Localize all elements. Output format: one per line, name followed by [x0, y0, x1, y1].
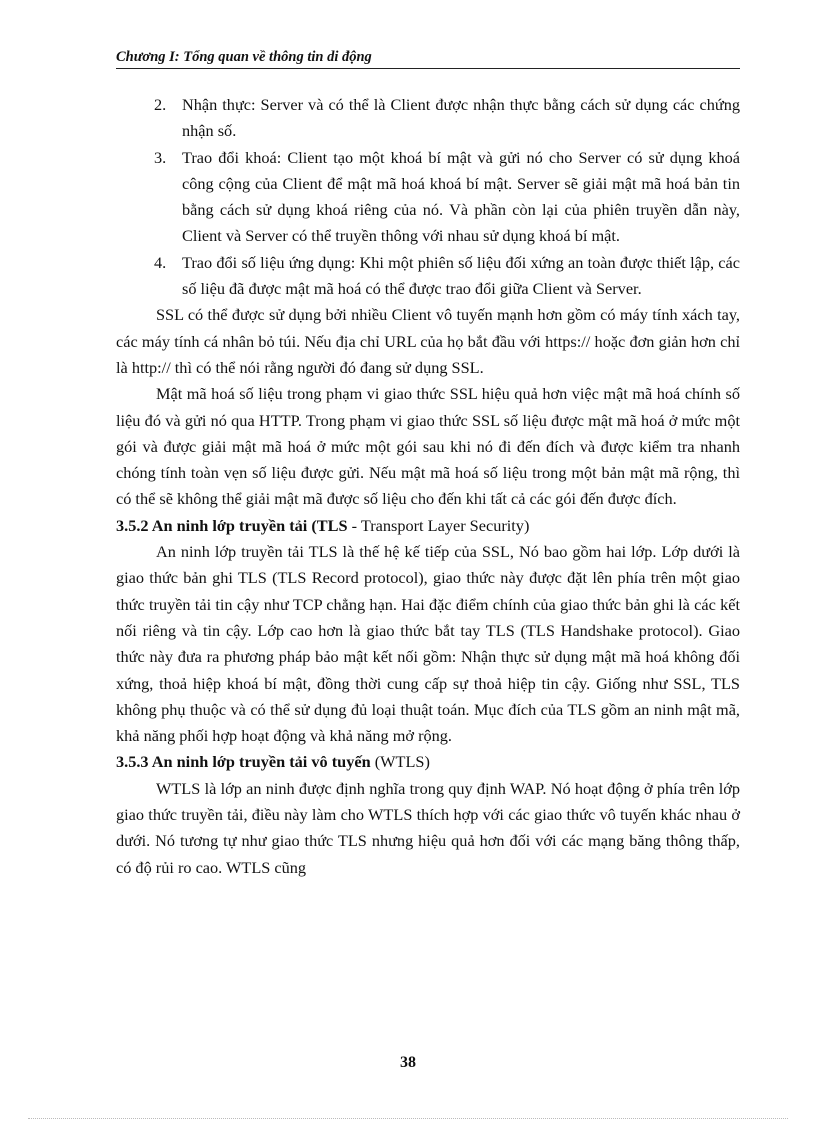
bottom-divider: [28, 1118, 788, 1119]
paragraph-tls: An ninh lớp truyền tải TLS là thế hệ kế tiếp của SSL, Nó bao gồm hai lớp. Lớp dưới là giao thức bản ghi TLS (TLS Record protocol), giao thức này được đặt lên phía trên một giao thức truyền tải tin cậy như TCP chẳng hạn. Hai đặc điểm chính của giao thức bản ghi là các kết nối riêng và tin cậy. Lớp cao hơn là giao thức bắt tay TLS (TLS Handshake protocol). Giao thức này đưa ra phương pháp bảo mật kết nối gồm: Nhận thực sử dụng mật mã hoá không đối xứng, thoả hiệp khoá bí mật, đồng thời cung cấp sự thoả hiệp tin cậy. Giống như SSL, TLS không phụ thuộc và có thể sử dụng đủ loại thuật toán. Mục đích của TLS gồm an ninh mật mã, khả năng phối hợp hoạt động và khả năng mở rộng.: [116, 542, 740, 746]
section-heading-rest: - Transport Layer Security): [347, 515, 530, 535]
list-item: [116, 92, 740, 145]
chapter-header: Chương I: Tổng quan về thông tin di động: [116, 48, 740, 69]
page-number: 38: [400, 1054, 416, 1071]
paragraph-ssl-usage: SSL có thể được sử dụng bởi nhiều Client vô tuyến mạnh hơn gồm có máy tính xách tay, các máy tính cá nhân bỏ túi. Nếu địa chỉ URL của họ bắt đầu với https:// hoặc đơn giản hơn chỉ là http:// thì có thể nói rằng người đó đang sử dụng SSL.: [116, 305, 740, 377]
section-heading-tls: [116, 513, 740, 539]
section-heading-rest: (WTLS): [370, 752, 430, 772]
list-text: Trao đổi số liệu ứng dụng: Khi một phiên số liệu đối xứng an toàn được thiết lập, các số liệu đã được mật mã hoá có thể được trao đổi giữa Client và Server.: [182, 252, 740, 299]
list-item: [116, 250, 740, 303]
section-heading-wtls: [116, 749, 740, 775]
list-text: Nhận thực: Server và có thể là Client được nhận thực bằng cách sử dụng các chứng nhận số.: [182, 95, 740, 141]
paragraph-ssl-encryption: Mật mã hoá số liệu trong phạm vi giao thức SSL hiệu quả hơn việc mật mã hoá chính số liệu đó và gửi nó qua HTTP. Trong phạm vi giao thức SSL số liệu được mật mã hoá ở mức một gói và được giải mật mã hoá ở mức một gói sau khi nó đi đến đích và được kiểm tra nhanh chóng tính toàn vẹn số liệu được gửi. Nếu mật mã hoá số liệu trong một bản mật mã rộng, thì có thể sẽ không thể giải mật mã được số liệu cho đến khi tất cả các gói đến được đích.: [116, 384, 740, 509]
list-number: 2.: [154, 95, 167, 114]
list-number: 4.: [154, 252, 167, 272]
page-body: [116, 92, 740, 881]
section-heading-bold: 3.5.3 An ninh lớp truyền tải vô tuyến: [116, 752, 371, 772]
paragraph-wtls: WTLS là lớp an ninh được định nghĩa trong quy định WAP. Nó hoạt động ở phía trên lớp giao thức truyền tải, điều này làm cho WTLS thích hợp với các giao thức vô tuyến khác nhau ở dưới. Nó tương tự như giao thức TLS nhưng hiệu quả hơn đối với các mạng băng thông thấp, có độ rủi ro cao. WTLS cũng: [116, 778, 740, 877]
handshake-steps-list: [116, 92, 740, 302]
section-heading-bold: 3.5.2 An ninh lớp truyền tải (TLS: [116, 515, 348, 535]
list-item: [116, 145, 740, 250]
list-number: 3.: [154, 147, 167, 167]
list-text: Trao đổi khoá: Client tạo một khoá bí mật và gửi nó cho Server có sử dụng khoá công cộng của Client để mật mã hoá khoá bí mật. Server sẽ giải mật mã hoá bản tin bằng cách sử dụng khoá riêng của nó. Và phần còn lại của phiên truyền dẫn này, Client và Server có thể truyền thông với nhau sử dụng khoá bí mật.: [182, 147, 740, 246]
